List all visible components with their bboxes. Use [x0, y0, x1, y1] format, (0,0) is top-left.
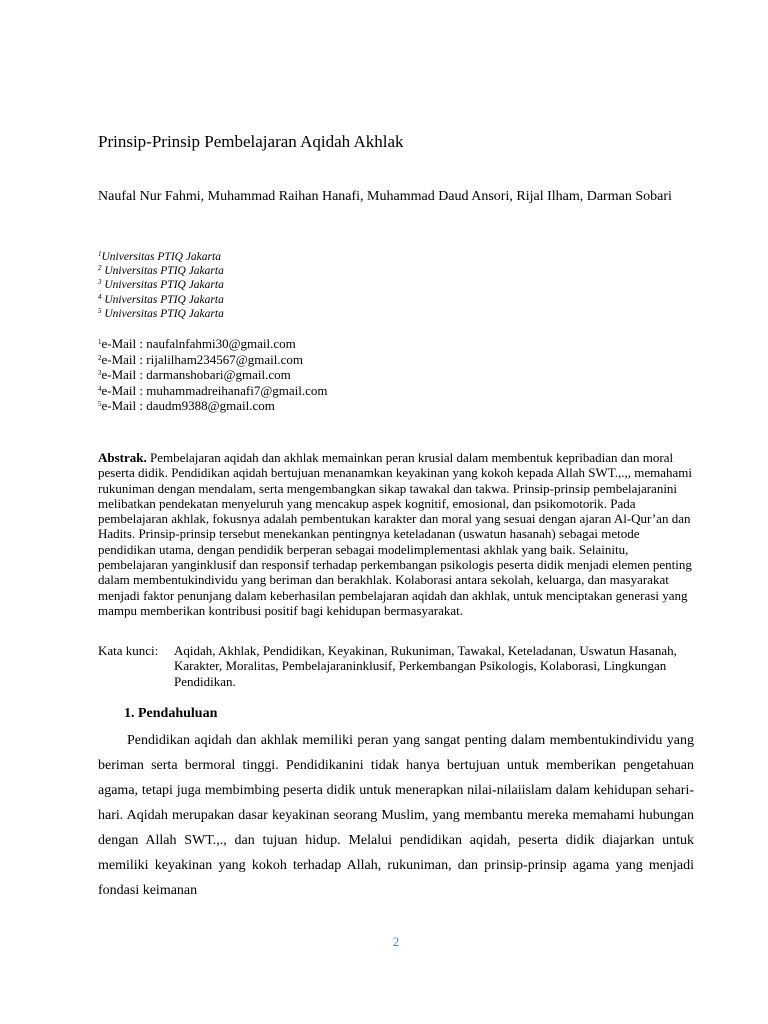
keywords-text: Aqidah, Akhlak, Pendidikan, Keyakinan, Rukuniman, Tawakal, Keteladanan, Uswatun Hasanah, Karakter, Moralitas, Pembelajaraninklusif, Perkembangan Psikologis, Kolaborasi, Lingkungan Pendidikan. — [174, 643, 677, 689]
affiliation-name: Universitas PTIQ Jakarta — [104, 307, 224, 320]
affiliation-item — [98, 264, 224, 278]
affiliation-item — [98, 278, 224, 292]
affiliation-number: 4 — [98, 292, 102, 301]
email-text: e-Mail : naufalnfahmi30@gmail.com — [101, 336, 296, 351]
email-number: 5 — [98, 400, 102, 409]
affiliation-name: Universitas PTIQ Jakarta — [104, 265, 224, 278]
email-text: e-Mail : muhammadreihanafi7@gmail.com — [101, 382, 328, 398]
affiliation-name: Universitas PTIQ Jakarta — [101, 251, 221, 263]
email-text: e-Mail : daudm9388@gmail.com — [101, 398, 275, 414]
page-number: 2 — [392, 934, 400, 949]
paper-title: Prinsip-Prinsip Pembelajaran Aqidah Akhlak — [98, 132, 404, 151]
affiliation-number: 3 — [98, 278, 102, 287]
affiliation-number: 5 — [98, 306, 102, 315]
abstract — [98, 450, 694, 618]
affiliation-name: Universitas PTIQ Jakarta — [104, 279, 224, 292]
email-text: e-Mail : darmanshobari@gmail.com — [101, 367, 291, 383]
email-item — [98, 398, 328, 414]
affiliation-number: 2 — [98, 264, 102, 273]
author-list: Naufal Nur Fahmi, Muhammad Raihan Hanafi, Muhammad Daud Ansori, Rijal Ilham, Darman Sobari — [98, 189, 672, 204]
email-item — [98, 383, 328, 399]
affiliation-item — [98, 250, 224, 264]
affiliation-item — [98, 307, 224, 321]
email-number: 2 — [98, 353, 102, 362]
email-item — [98, 336, 328, 352]
affiliation-number: 1 — [98, 250, 102, 258]
keywords — [98, 643, 694, 689]
abstract-text: Pembelajaran aqidah dan akhlak memainkan peran krusial dalam membentuk kepribadian dan moral peserta didik. Pendidikan aqidah bertujuan menanamkan keyakinan yang kokoh kepada Allah SWT.,.,, memahami rukuniman dengan mendalam, serta mengembangkan sikap tawakal dan takwa. Prinsip-prinsip pembelajaranini melibatkan pendekatan menyeluruh yang mencakup aspek kognitif, emosional, dan psikomotorik. Pada pembelajaran akhlak, fokusnya adalah pembentukan karakter dan moral yang sesuai dengan ajaran Al-Qur’an dan Hadits. Prinsip-prinsip tersebut menekankan pentingnya keteladanan (uswatun hasanah) sebagai metode pendidikan utama, dengan pendidik berperan sebagai modelimplementasi akhlak yang baik. Selainitu, pembelajaran yanginklusif dan responsif terhadap perkembangan psikologis peserta didik menjadi elemen penting dalam membentukindividu yang beriman dan berakhlak. Kolaborasi antara sekolah, keluarga, dan masyarakat menjadi faktor penunjang dalam keberhasilan pembelajaran aqidah dan akhlak, untuk menciptakan generasi yang mampu memberikan kontribusi positif bagi kehidupan bermasyarakat. — [98, 450, 692, 618]
email-number: 1 — [98, 338, 102, 346]
email-number: 3 — [98, 369, 102, 378]
email-text: e-Mail : rijalilham234567@gmail.com — [101, 351, 304, 367]
body-paragraph: Pendidikan aqidah dan akhlak memiliki peran yang sangat penting dalam membentukindividu yang beriman serta bermoral tinggi. Pendidikanini tidak hanya bertujuan untuk memberikan pengetahuan agama, tetapi juga membimbing peserta didik untuk menerapkan nilai-nilaiislam dalam kehidupan sehari-hari. Aqidah merupakan dasar keyakinan seorang Muslim, yang membantu mereka memahami hubungan dengan Allah SWT.,., dan tujuan hidup. Melalui pendidikan aqidah, peserta didik diajarkan untuk memiliki keyakinan yang kokoh terhadap Allah, rukuniman, dan prinsip-prinsip agama yang menjadi fondasi keimanan — [98, 733, 694, 898]
affiliation-item — [98, 293, 224, 307]
affiliation-list — [98, 250, 224, 321]
abstract-label: Abstrak. — [98, 450, 147, 465]
email-item — [98, 352, 328, 368]
keywords-label: Kata kunci: — [98, 643, 159, 658]
email-number: 4 — [98, 384, 102, 393]
email-item — [98, 367, 328, 383]
section-heading: 1. Pendahuluan — [124, 706, 218, 721]
email-list — [98, 336, 328, 414]
affiliation-name: Universitas PTIQ Jakarta — [104, 293, 224, 306]
